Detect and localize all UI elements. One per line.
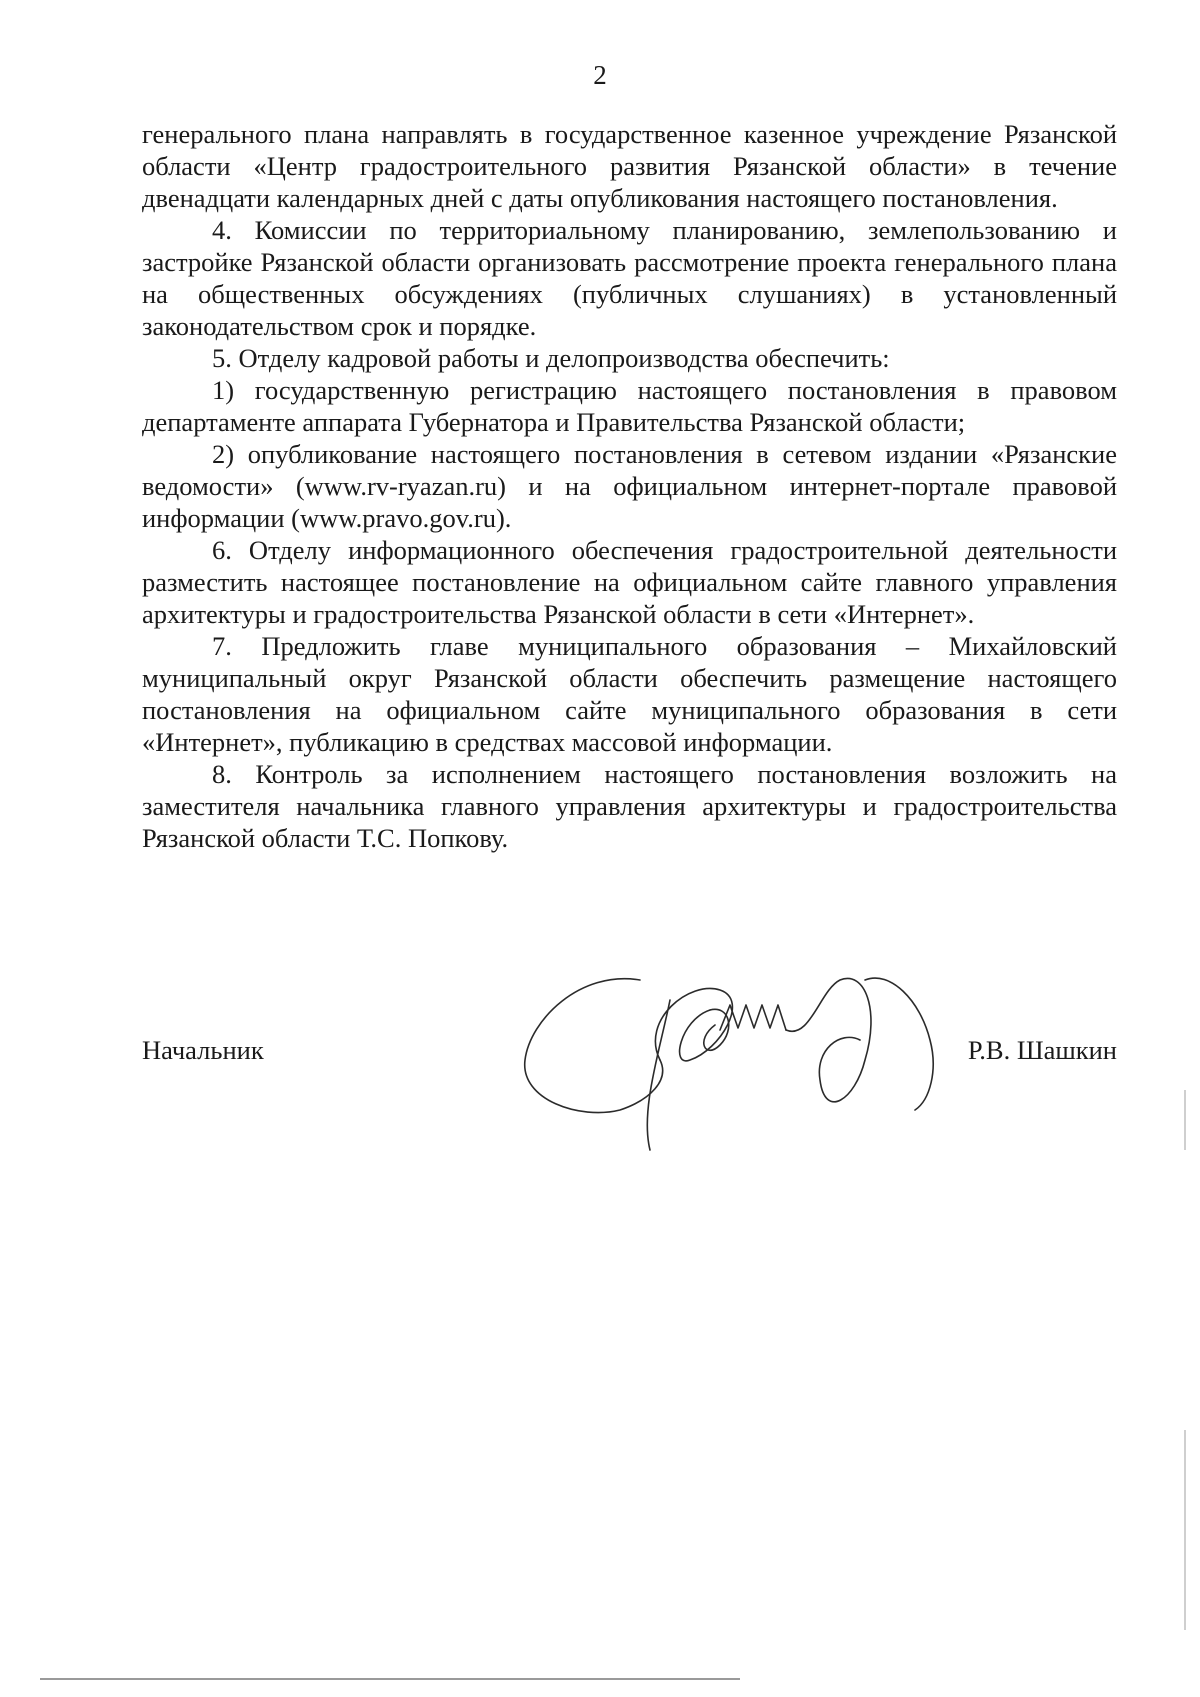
scan-edge-line	[40, 1678, 740, 1680]
paragraph-item-8: 8. Контроль за исполнением настоящего постановления возложить на заместителя начальника главного управления архитектуры и градостроительства Рязанской области Т.С. Попкову.	[142, 759, 1117, 853]
handwritten-signature	[520, 960, 940, 1160]
signatory-name: Р.В. Шашкин	[967, 1035, 1117, 1065]
paragraph-subitem-2: 2) опубликование настоящего постановления в сетевом издании «Рязанские ведомости» (www.rv-ryazan.ru) и на официальном интернет-портале правовой информации (www.pravo.gov.ru).	[142, 439, 1117, 533]
paragraph-continuation: генерального плана направлять в государственное казенное учреждение Рязанской области «Центр градостроительного развития Рязанской области» в течение двенадцати календарных дней с даты опубликования настоящего постановления.	[142, 119, 1117, 213]
paragraph-item-5: 5. Отделу кадровой работы и делопроизводства обеспечить:	[212, 343, 890, 373]
document-body	[142, 118, 1117, 854]
page-number: 2	[593, 60, 607, 90]
signatory-title: Начальник	[142, 1035, 264, 1065]
scan-edge-mark	[1184, 1430, 1186, 1630]
paragraph-item-4: 4. Комиссии по территориальному планированию, землепользованию и застройке Рязанской области организовать рассмотрение проекта генерального плана на общественных обсуждениях (публичных слушаниях) в установленный законодательством срок и порядке.	[142, 215, 1117, 341]
paragraph-subitem-1: 1) государственную регистрацию настоящего постановления в правовом департаменте аппарата Губернатора и Правительства Рязанской области;	[142, 375, 1117, 437]
paragraph-item-7: 7. Предложить главе муниципального образования – Михайловский муниципальный округ Рязанской области обеспечить размещение настоящего постановления на официальном сайте муниципального образования в сети «Интернет», публикацию в средствах массовой информации.	[142, 631, 1117, 757]
paragraph-item-6: 6. Отделу информационного обеспечения градостроительной деятельности разместить настоящее постановление на официальном сайте главного управления архитектуры и градостроительства Рязанской области в сети «Интернет».	[142, 535, 1117, 629]
scan-edge-mark	[1184, 1090, 1186, 1150]
